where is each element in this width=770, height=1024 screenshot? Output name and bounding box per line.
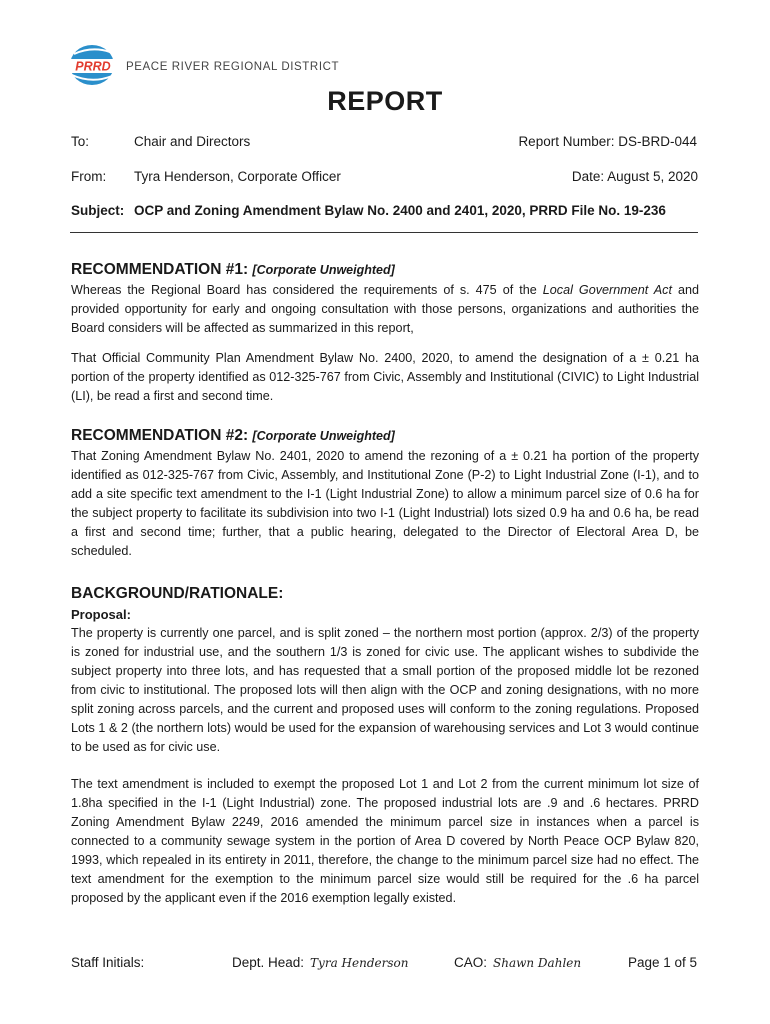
background-paragraph-2: The text amendment is included to exempt the proposed Lot 1 and Lot 2 from the current minimum lot size of 1.8ha specified in the I-1 (Light Industrial) zone. The proposed industrial lots are .9 and .6 hectares. PRRD Zoning Amendment Bylaw 2249, 2016 amended the minimum parcel size in instances when a parcel is connected to a community sewage system in the portion of Area D covered by North Peace OCP Bylaw 820, 1993, which repealed in its entirety in 2011, therefore, the change to the minimum parcel size had no effect. The text amendment for the exemption to the minimum parcel size would still be required for the .6 ha parcel proposed by the applicant even if the 2016 exemption legally existed. (71, 777, 699, 905)
prrd-logo (66, 42, 339, 88)
recommendation-1 (71, 261, 699, 406)
header-divider (70, 232, 698, 233)
subject-label: Subject: (71, 203, 125, 218)
to-value: Chair and Directors (134, 134, 251, 149)
to-label: To: (71, 134, 90, 149)
rec1-act-name: Local Government Act (542, 283, 672, 297)
proposal-heading: Proposal: (71, 607, 131, 622)
subject-value: OCP and Zoning Amendment Bylaw No. 2400 and 2401, 2020, PRRD File No. 19-236 (134, 203, 666, 218)
recommendation-2-subtitle: [Corporate Unweighted] (252, 429, 395, 443)
recommendation-2 (71, 427, 699, 561)
recommendation-1-paragraph-1 (71, 281, 699, 338)
recommendation-2-title: RECOMMENDATION #2: (71, 427, 249, 444)
report-date: Date: August 5, 2020 (571, 169, 698, 184)
from-label: From: (71, 169, 107, 184)
staff-initials: Staff Initials: (71, 955, 145, 970)
cao-signature: Shawn Dahlen (493, 956, 582, 970)
background-paragraph-1: The property is currently one parcel, and is split zoned – the northern most portion (approx. 2/3) of the property is zoned for industrial use, and the southern 1/3 is zoned for civic use. The applicant wishes to subdivide the subject property into three lots, and has requested that a small portion of the proposed middle lot be rezoned from civic to institutional. The proposed lots will then align with the OCP and zoning designations, with no more split zoning across parcels, and the current and proposed uses will conform to the zoning regulations. Proposed Lots 1 & 2 (the northern lots) would be used for the expansion of warehousing services and Lot 3 would continue to be used as for civic use. (71, 626, 699, 754)
logo-text: PRRD (75, 59, 111, 74)
recommendation-2-paragraph: That Zoning Amendment Bylaw No. 2401, 2020 to amend the rezoning of a ± 0.21 ha portion of the property identified as 012-325-767 from Civic, Assembly, and Institutional Zone (P-2) to Light Industrial Zone (I-1), and to add a site specific text amendment to the I-1 (Light Industrial Zone) to allow a minimum parcel size of 0.6 ha for the subject property to facilitate its subdivision into two I-1 (Light Industrial) lots sized 0.9 ha and 0.6 ha, be read a first and second time; further, that a public hearing, delegated to the Director of Electoral Area D, be scheduled. (71, 449, 699, 558)
report-number: Report Number: DS-BRD-044 (518, 134, 697, 149)
recommendation-2-heading (71, 427, 699, 445)
report-title: REPORT (327, 86, 443, 116)
from-value: Tyra Henderson, Corporate Officer (134, 169, 341, 184)
background-section (71, 585, 699, 908)
prrd-logo-icon (66, 42, 122, 88)
dept-head-signature: Tyra Henderson (310, 956, 409, 970)
background-heading: BACKGROUND/RATIONALE: (71, 585, 284, 602)
dept-head-label: Dept. Head: (232, 955, 305, 970)
dept-head (232, 955, 408, 970)
recommendation-1-subtitle: [Corporate Unweighted] (252, 263, 395, 277)
cao-label: CAO: (454, 955, 488, 970)
recommendation-1-paragraph-2: That Official Community Plan Amendment Bylaw No. 2400, 2020, to amend the designation of a ± 0.21 ha portion of the property identified as 012-325-767 from Civic, Assembly and Institutional (CIVIC) to Light Industrial (LI), be read a first and second time. (71, 351, 699, 403)
recommendation-1-heading (71, 261, 699, 279)
rec1-text-a: Whereas the Regional Board has considered the requirements of s. 475 of the (71, 283, 543, 297)
cao (454, 955, 581, 970)
recommendation-1-title: RECOMMENDATION #1: (71, 261, 249, 278)
rec1-text-b: and provided opportunity for early and ongoing consultation with those persons, organizations and authorities the Board considers will be affected as summarized in this report, (71, 283, 699, 335)
page-number: Page 1 of 5 (627, 955, 697, 970)
org-name: PEACE RIVER REGIONAL DISTRICT (126, 61, 340, 73)
